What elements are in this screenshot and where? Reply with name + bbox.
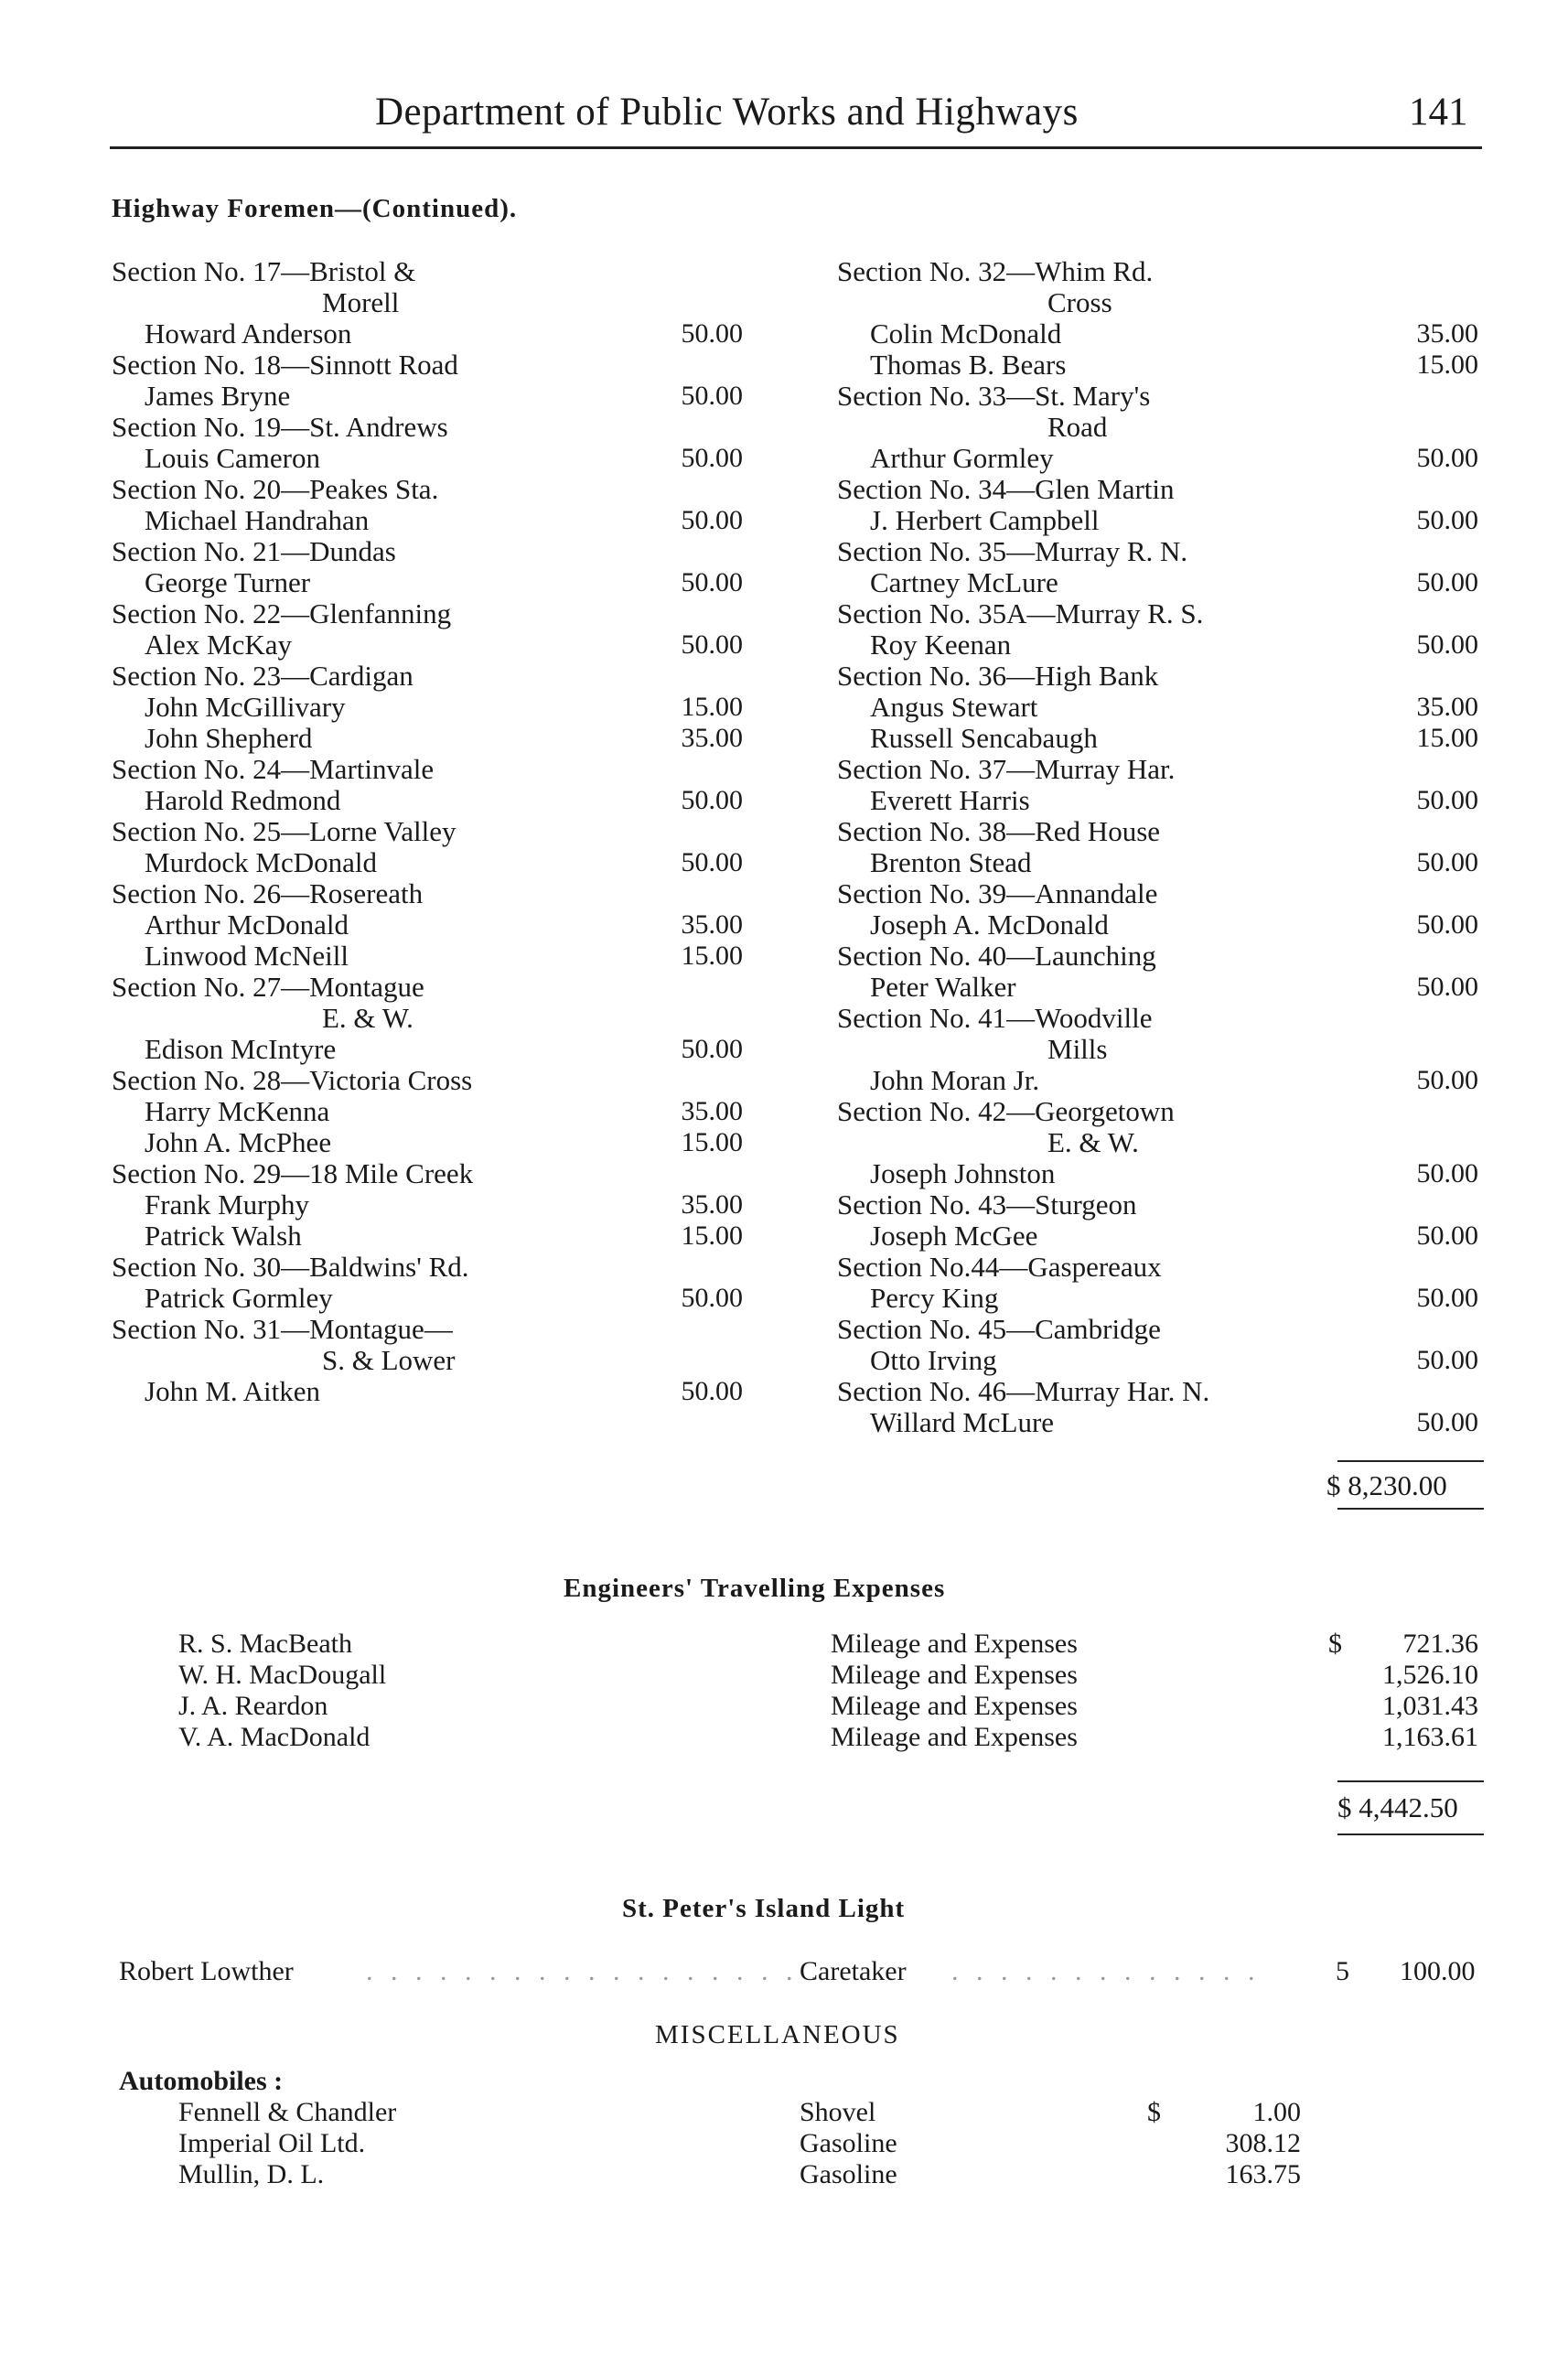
leader-dots: . . . . . . . . . . . . .: [951, 1956, 1261, 1986]
misc-subtitle: Automobiles :: [119, 2066, 284, 2096]
foreman-name: Arthur McDonald: [145, 909, 349, 941]
foreman-name: John Shepherd: [145, 722, 313, 754]
engineers-total: $ 4,442.50: [1337, 1791, 1458, 1823]
section-label: Section No. 43—Sturgeon: [837, 1188, 1137, 1221]
section-label: Section No. 20—Peakes Sta.: [112, 473, 439, 505]
foreman-name: Howard Anderson: [145, 317, 352, 349]
foreman-amount: 50.00: [681, 505, 743, 535]
foreman-amount: 35.00: [681, 723, 743, 753]
expense-description: Mileage and Expenses: [831, 1722, 1078, 1752]
foreman-amount: 50.00: [1416, 443, 1478, 473]
foreman-name: Alex McKay: [145, 629, 292, 661]
section-label: Section No. 18—Sinnott Road: [112, 349, 458, 381]
vendor-name: Mullin, D. L.: [178, 2159, 325, 2189]
foreman-name: Murdock McDonald: [145, 846, 377, 878]
foreman-name: Everett Harris: [870, 784, 1030, 816]
section-label: Section No. 40—Launching: [837, 940, 1156, 972]
foreman-name: Joseph A. McDonald: [870, 909, 1109, 941]
foreman-amount: 35.00: [681, 1096, 743, 1126]
item-description: Shovel: [800, 2097, 876, 2127]
foreman-amount: 50.00: [1416, 505, 1478, 535]
section-label: Section No. 31—Montague—: [112, 1313, 453, 1345]
foreman-amount: 50.00: [1416, 629, 1478, 660]
st-peters-section-title: St. Peter's Island Light: [622, 1894, 906, 1923]
foreman-amount: 50.00: [681, 381, 743, 411]
expense-description: Mileage and Expenses: [831, 1660, 1078, 1690]
item-description: Gasoline: [800, 2159, 897, 2189]
section-label: Section No. 38—Red House: [837, 815, 1161, 847]
foreman-amount: 50.00: [681, 567, 743, 597]
foreman-name: John Moran Jr.: [870, 1064, 1040, 1096]
foreman-name: Percy King: [870, 1282, 999, 1314]
vendor-name: Fennell & Chandler: [178, 2097, 397, 2127]
foreman-amount: 35.00: [1416, 318, 1478, 349]
section-label: Cross: [1047, 286, 1112, 318]
foreman-name: Joseph McGee: [870, 1220, 1038, 1252]
st-peters-currency: 5: [1336, 1956, 1349, 1986]
foreman-amount: 50.00: [681, 847, 743, 877]
foreman-amount: 50.00: [681, 1283, 743, 1313]
section-label: Section No. 39—Annandale: [837, 877, 1158, 909]
foreman-amount: 50.00: [681, 1034, 743, 1064]
foreman-name: John A. McPhee: [145, 1126, 332, 1158]
section-label: Section No. 19—St. Andrews: [112, 411, 448, 443]
section-label: Section No. 28—Victoria Cross: [112, 1064, 473, 1096]
section-label: E. & W.: [322, 1002, 413, 1034]
misc-section-title: MISCELLANEOUS: [655, 2020, 900, 2049]
page-number: 141: [1409, 91, 1468, 134]
foreman-amount: 50.00: [1416, 1158, 1478, 1188]
engineer-name: R. S. MacBeath: [178, 1629, 352, 1659]
engineer-name: V. A. MacDonald: [178, 1722, 371, 1752]
foreman-amount: 50.00: [1416, 1283, 1478, 1313]
foreman-amount: 15.00: [1416, 349, 1478, 380]
foreman-name: Joseph Johnston: [870, 1157, 1056, 1189]
foreman-name: Harry McKenna: [145, 1095, 330, 1127]
foreman-name: Frank Murphy: [145, 1188, 309, 1221]
item-description: Gasoline: [800, 2128, 897, 2158]
item-amount: 308.12: [1225, 2128, 1301, 2158]
foreman-amount: 50.00: [681, 785, 743, 815]
currency-sign: $: [1147, 2097, 1161, 2127]
foreman-amount: 15.00: [1416, 723, 1478, 753]
foreman-amount: 50.00: [681, 629, 743, 660]
st-peters-amount: 100.00: [1400, 1956, 1476, 1986]
foreman-name: Louis Cameron: [145, 442, 320, 474]
currency-sign: $: [1328, 1629, 1342, 1659]
foreman-amount: 15.00: [681, 1127, 743, 1157]
foreman-amount: 35.00: [681, 909, 743, 940]
foreman-amount: 35.00: [681, 1189, 743, 1220]
foreman-name: Arthur Gormley: [870, 442, 1054, 474]
foreman-amount: 50.00: [1416, 847, 1478, 877]
item-amount: 1.00: [1252, 2097, 1301, 2127]
foreman-name: Edison McIntyre: [145, 1033, 337, 1065]
expense-description: Mileage and Expenses: [831, 1629, 1078, 1659]
section-label: Section No. 46—Murray Har. N.: [837, 1375, 1210, 1407]
expense-amount: 721.36: [1402, 1629, 1478, 1659]
foreman-name: James Bryne: [145, 380, 291, 412]
section-label: Section No. 26—Rosereath: [112, 877, 424, 909]
expense-amount: 1,163.61: [1382, 1722, 1478, 1752]
section-label: Section No. 35A—Murray R. S.: [837, 597, 1204, 629]
foreman-amount: 15.00: [681, 692, 743, 722]
foreman-amount: 50.00: [681, 318, 743, 349]
section-label: Section No. 23—Cardigan: [112, 660, 413, 692]
section-label: E. & W.: [1047, 1126, 1139, 1158]
section-label: Section No. 29—18 Mile Creek: [112, 1157, 474, 1189]
engineer-name: J. A. Reardon: [178, 1691, 328, 1721]
section-label: Section No. 21—Dundas: [112, 535, 396, 567]
foreman-amount: 15.00: [681, 1221, 743, 1251]
foreman-amount: 50.00: [1416, 1065, 1478, 1095]
item-amount: 163.75: [1225, 2159, 1301, 2189]
foreman-amount: 50.00: [681, 443, 743, 473]
section-label: Mills: [1047, 1033, 1108, 1065]
foreman-name: John McGillivary: [145, 691, 346, 723]
st-peters-desc: Caretaker: [800, 1956, 907, 1986]
engineers-total-rule: [1337, 1780, 1484, 1782]
section-label: Section No. 27—Montague: [112, 971, 424, 1003]
foreman-name: Russell Sencabaugh: [870, 722, 1098, 754]
page-header-title: Department of Public Works and Highways: [375, 91, 1079, 134]
engineers-section-title: Engineers' Travelling Expenses: [564, 1574, 946, 1603]
vendor-name: Imperial Oil Ltd.: [178, 2128, 366, 2158]
section-label: Morell: [322, 286, 400, 318]
foreman-name: Brenton Stead: [870, 846, 1032, 878]
engineers-total-rule-bottom: [1337, 1833, 1484, 1835]
foreman-name: Michael Handrahan: [145, 504, 370, 536]
section-subheading: Highway Foremen—(Continued).: [112, 194, 518, 223]
expense-amount: 1,526.10: [1382, 1660, 1478, 1690]
section-label: Road: [1047, 411, 1108, 443]
section-label: Section No. 22—Glenfanning: [112, 597, 452, 629]
foreman-name: Thomas B. Bears: [870, 349, 1067, 381]
section-label: Section No. 32—Whim Rd.: [837, 255, 1154, 287]
section-label: Section No. 42—Georgetown: [837, 1095, 1175, 1127]
section-label: S. & Lower: [322, 1344, 456, 1376]
foreman-name: Linwood McNeill: [145, 940, 349, 972]
foreman-name: Patrick Walsh: [145, 1220, 302, 1252]
section-label: Section No. 25—Lorne Valley: [112, 815, 456, 847]
foremen-total: $ 8,230.00: [1326, 1469, 1447, 1501]
section-label: Section No.44—Gaspereaux: [837, 1251, 1162, 1283]
foreman-name: Willard McLure: [870, 1406, 1055, 1438]
foreman-name: Otto Irving: [870, 1344, 997, 1376]
foreman-amount: 50.00: [1416, 1345, 1478, 1375]
foreman-amount: 50.00: [681, 1376, 743, 1406]
total-rule-bottom: [1337, 1508, 1484, 1510]
st-peters-name: Robert Lowther: [119, 1956, 294, 1986]
section-label: Section No. 17—Bristol &: [112, 255, 416, 287]
foreman-name: Peter Walker: [870, 971, 1016, 1003]
foreman-name: Harold Redmond: [145, 784, 341, 816]
engineer-name: W. H. MacDougall: [178, 1660, 387, 1690]
foreman-name: Cartney McLure: [870, 566, 1058, 598]
foreman-amount: 50.00: [1416, 567, 1478, 597]
section-label: Section No. 37—Murray Har.: [837, 753, 1176, 785]
section-label: Section No. 45—Cambridge: [837, 1313, 1161, 1345]
foreman-name: Angus Stewart: [870, 691, 1038, 723]
total-rule-top: [1337, 1460, 1484, 1462]
foreman-amount: 35.00: [1416, 692, 1478, 722]
foreman-name: Colin McDonald: [870, 317, 1062, 349]
section-label: Section No. 36—High Bank: [837, 660, 1159, 692]
foreman-name: John M. Aitken: [145, 1375, 321, 1407]
section-label: Section No. 41—Woodville: [837, 1002, 1153, 1034]
section-label: Section No. 35—Murray R. N.: [837, 535, 1188, 567]
section-label: Section No. 24—Martinvale: [112, 753, 435, 785]
section-label: Section No. 30—Baldwins' Rd.: [112, 1251, 469, 1283]
foreman-amount: 50.00: [1416, 785, 1478, 815]
foreman-amount: 50.00: [1416, 972, 1478, 1002]
foreman-name: Roy Keenan: [870, 629, 1012, 661]
foreman-amount: 50.00: [1416, 909, 1478, 940]
foreman-amount: 50.00: [1416, 1407, 1478, 1437]
section-label: Section No. 34—Glen Martin: [837, 473, 1175, 505]
expense-amount: 1,031.43: [1382, 1691, 1478, 1721]
expense-description: Mileage and Expenses: [831, 1691, 1078, 1721]
foreman-name: Patrick Gormley: [145, 1282, 333, 1314]
section-label: Section No. 33—St. Mary's: [837, 380, 1151, 412]
header-rule: [110, 146, 1482, 149]
foreman-amount: 50.00: [1416, 1221, 1478, 1251]
leader-dots: . . . . . . . . . . . . . . . . . . .: [366, 1956, 823, 1986]
foreman-amount: 15.00: [681, 941, 743, 971]
foreman-name: J. Herbert Campbell: [870, 504, 1100, 536]
foreman-name: George Turner: [145, 566, 311, 598]
